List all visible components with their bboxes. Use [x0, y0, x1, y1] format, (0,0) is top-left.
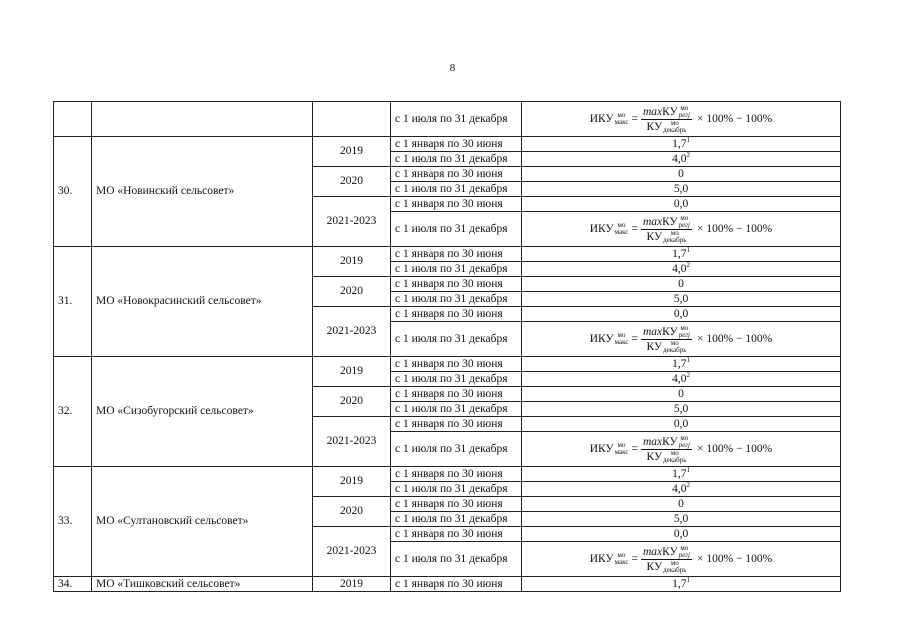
- row-number: 34.: [54, 577, 92, 592]
- formula-den-indices: [663, 120, 686, 134]
- indexation-formula: [526, 325, 836, 354]
- formula-num-sub: регj: [678, 550, 690, 559]
- period-cell: с 1 января по 30 июня: [391, 197, 522, 212]
- formula-den-sub: декабрь: [663, 235, 687, 244]
- year-cell: 2021-2023: [313, 197, 391, 247]
- formula-tail: × 100% − 100%: [697, 112, 773, 125]
- value-text: 1,7: [672, 577, 687, 590]
- row-number: 33.: [54, 467, 92, 577]
- formula-tail: × 100% − 100%: [697, 442, 773, 455]
- formula-lhs-sub: макс: [614, 338, 629, 346]
- municipality-name: МО «Новинский сельсовет»: [92, 137, 313, 247]
- formula-den-indices: [663, 450, 686, 464]
- formula-fraction: [641, 545, 692, 574]
- formula-num-sub: регj: [678, 440, 690, 449]
- formula-denominator: [645, 340, 689, 354]
- period-cell: с 1 июля по 31 декабря: [391, 102, 522, 137]
- table-row: [54, 102, 841, 137]
- formula-lhs-symbol: ИКУ: [589, 552, 614, 565]
- value-cell: [522, 357, 841, 372]
- period-cell: с 1 июля по 31 декабря: [391, 292, 522, 307]
- formula-fraction: [641, 105, 692, 134]
- formula-lhs: [590, 112, 629, 126]
- period-cell: с 1 января по 30 июня: [391, 137, 522, 152]
- period-cell: с 1 июля по 31 декабря: [391, 322, 522, 357]
- formula-num-symbol: КУ: [662, 545, 678, 558]
- period-cell: с 1 января по 30 июня: [391, 497, 522, 512]
- value-cell: [522, 482, 841, 497]
- formula-lhs-sup: мо: [617, 551, 626, 559]
- formula-denominator: [645, 120, 689, 134]
- formula-lhs: [590, 222, 629, 236]
- formula-den-symbol: КУ: [646, 120, 663, 133]
- formula-num-sub: регj: [678, 220, 690, 229]
- formula-den-sub: декабрь: [663, 455, 687, 464]
- formula-num-sup: мо: [680, 323, 689, 332]
- value-text: 1,7: [672, 357, 687, 370]
- formula-den-indices: [663, 560, 686, 574]
- period-cell: с 1 января по 30 июня: [391, 247, 522, 262]
- formula-lhs-symbol: ИКУ: [589, 112, 614, 125]
- formula-lhs-sub: макс: [614, 228, 629, 236]
- formula-den-indices: [663, 340, 686, 354]
- formula-numerator: [641, 325, 692, 340]
- period-cell: с 1 июля по 31 декабря: [391, 212, 522, 247]
- formula-lhs: [590, 442, 629, 456]
- formula-lhs-sub: макс: [614, 448, 629, 456]
- formula-tail: × 100% − 100%: [697, 332, 773, 345]
- formula-lhs-indices: [615, 222, 629, 236]
- period-cell: с 1 июля по 31 декабря: [391, 432, 522, 467]
- formula-lhs-sup: мо: [617, 441, 626, 449]
- footnote-mark: 1: [686, 466, 690, 474]
- table-row: [54, 247, 841, 262]
- table-row: [54, 357, 841, 372]
- footnote-mark: 1: [686, 576, 690, 584]
- formula-lhs: [590, 552, 629, 566]
- value-text: 4,0: [672, 262, 687, 275]
- formula-num-symbol: КУ: [662, 435, 678, 448]
- formula-lhs-indices: [615, 552, 629, 566]
- formula-num-symbol: КУ: [662, 325, 678, 338]
- municipality-name: МО «Султановский сельсовет»: [92, 467, 313, 577]
- value-cell: 5,0: [522, 402, 841, 417]
- footnote-mark: 2: [686, 261, 690, 269]
- formula-numerator: [641, 105, 692, 120]
- formula-den-symbol: КУ: [646, 340, 663, 353]
- formula-lhs-symbol: ИКУ: [589, 332, 614, 345]
- formula-max: max: [642, 545, 663, 558]
- formula-equals: =: [631, 552, 638, 565]
- formula-den-sup: мо: [670, 228, 679, 237]
- formula-fraction: [641, 215, 692, 244]
- formula-num-symbol: КУ: [662, 105, 678, 118]
- formula-lhs-sup: мо: [617, 221, 626, 229]
- formula-max: max: [642, 435, 663, 448]
- formula-lhs-indices: [615, 442, 629, 456]
- period-cell: с 1 июля по 31 декабря: [391, 512, 522, 527]
- formula-max: max: [642, 325, 663, 338]
- period-cell: с 1 января по 30 июня: [391, 167, 522, 182]
- formula-den-sup: мо: [670, 338, 679, 347]
- formula-num-indices: [679, 325, 690, 339]
- period-cell: с 1 июля по 31 декабря: [391, 402, 522, 417]
- formula-num-symbol: КУ: [662, 215, 678, 228]
- formula-fraction: [641, 325, 692, 354]
- formula-tail: × 100% − 100%: [697, 552, 773, 565]
- formula-numerator: [641, 435, 692, 450]
- formula-den-sup: мо: [670, 558, 679, 567]
- footnote-mark: 1: [686, 246, 690, 254]
- period-cell: с 1 июля по 31 декабря: [391, 152, 522, 167]
- formula-denominator: [645, 230, 689, 244]
- formula-cell: [522, 542, 841, 577]
- value-cell: 0,0: [522, 527, 841, 542]
- value-cell: [522, 152, 841, 167]
- formula-num-sup: мо: [680, 103, 689, 112]
- value-cell: [522, 137, 841, 152]
- value-text: 1,7: [672, 137, 687, 150]
- formula-fraction: [641, 435, 692, 464]
- formula-max: max: [642, 215, 663, 228]
- formula-den-sub: декабрь: [663, 345, 687, 354]
- year-cell: 2020: [313, 277, 391, 307]
- period-cell: с 1 января по 30 июня: [391, 417, 522, 432]
- formula-den-symbol: КУ: [646, 560, 663, 573]
- value-cell: [522, 247, 841, 262]
- value-text: 4,0: [672, 482, 687, 495]
- footnote-mark: 2: [686, 151, 690, 159]
- row-number: 31.: [54, 247, 92, 357]
- period-cell: с 1 января по 30 июня: [391, 357, 522, 372]
- period-cell: с 1 января по 30 июня: [391, 527, 522, 542]
- formula-lhs-symbol: ИКУ: [589, 222, 614, 235]
- municipality-name: МО «Новокрасинский сельсовет»: [92, 247, 313, 357]
- table-row: [54, 577, 841, 592]
- row-number: 30.: [54, 137, 92, 247]
- formula-den-symbol: КУ: [646, 450, 663, 463]
- formula-equals: =: [631, 332, 638, 345]
- formula-tail: × 100% − 100%: [697, 222, 773, 235]
- formula-lhs-indices: [615, 112, 629, 126]
- name-cell: [92, 102, 313, 137]
- year-cell: 2021-2023: [313, 527, 391, 577]
- formula-num-indices: [679, 105, 690, 119]
- formula-lhs-sup: мо: [617, 111, 626, 119]
- footnote-mark: 1: [686, 356, 690, 364]
- municipality-name: МО «Тишковский сельсовет»: [92, 577, 313, 592]
- value-text: 1,7: [672, 467, 687, 480]
- formula-den-sup: мо: [670, 118, 679, 127]
- period-cell: с 1 января по 30 июня: [391, 467, 522, 482]
- formula-lhs-sub: макс: [614, 118, 629, 126]
- table-row: [54, 137, 841, 152]
- formula-lhs-symbol: ИКУ: [589, 442, 614, 455]
- value-cell: 5,0: [522, 292, 841, 307]
- formula-lhs-sup: мо: [617, 331, 626, 339]
- footnote-mark: 1: [686, 136, 690, 144]
- formula-num-sup: мо: [680, 543, 689, 552]
- period-cell: с 1 января по 30 июня: [391, 577, 522, 592]
- period-cell: с 1 января по 30 июня: [391, 307, 522, 322]
- row-number: 32.: [54, 357, 92, 467]
- year-cell: 2019: [313, 467, 391, 497]
- value-cell: 0: [522, 167, 841, 182]
- formula-cell: [522, 432, 841, 467]
- indexation-formula: [526, 105, 836, 134]
- value-cell: 0: [522, 387, 841, 402]
- value-cell: [522, 467, 841, 482]
- formula-equals: =: [631, 222, 638, 235]
- formula-numerator: [641, 215, 692, 230]
- value-cell: 0,0: [522, 307, 841, 322]
- formula-equals: =: [631, 112, 638, 125]
- period-cell: с 1 января по 30 июня: [391, 277, 522, 292]
- formula-den-sub: декабрь: [663, 565, 687, 574]
- formula-max: max: [642, 105, 663, 118]
- year-cell: 2021-2023: [313, 417, 391, 467]
- year-cell: 2019: [313, 247, 391, 277]
- indexation-formula: [526, 215, 836, 244]
- value-cell: 0: [522, 277, 841, 292]
- formula-cell: [522, 102, 841, 137]
- formula-num-indices: [679, 545, 690, 559]
- year-cell: 2020: [313, 387, 391, 417]
- value-cell: 0,0: [522, 197, 841, 212]
- page-number: 8: [449, 62, 456, 74]
- indexation-formula: [526, 435, 836, 464]
- year-cell: 2020: [313, 497, 391, 527]
- period-cell: с 1 июля по 31 декабря: [391, 262, 522, 277]
- formula-equals: =: [631, 442, 638, 455]
- formula-lhs-sub: макс: [614, 558, 629, 566]
- value-cell: [522, 262, 841, 277]
- period-cell: с 1 января по 30 июня: [391, 387, 522, 402]
- formula-num-sub: регj: [678, 110, 690, 119]
- table-row: [54, 467, 841, 482]
- value-cell: [522, 577, 841, 592]
- footnote-mark: 2: [686, 371, 690, 379]
- municipality-name: МО «Сизобугорский сельсовет»: [92, 357, 313, 467]
- formula-den-indices: [663, 230, 686, 244]
- value-text: 1,7: [672, 247, 687, 260]
- tariff-table: [53, 101, 841, 592]
- period-cell: с 1 июля по 31 декабря: [391, 542, 522, 577]
- period-cell: с 1 июля по 31 декабря: [391, 372, 522, 387]
- formula-lhs: [590, 332, 629, 346]
- formula-numerator: [641, 545, 692, 560]
- period-cell: с 1 июля по 31 декабря: [391, 182, 522, 197]
- formula-num-indices: [679, 215, 690, 229]
- year-cell: 2021-2023: [313, 307, 391, 357]
- formula-num-indices: [679, 435, 690, 449]
- period-cell: с 1 июля по 31 декабря: [391, 482, 522, 497]
- footnote-mark: 2: [686, 481, 690, 489]
- formula-cell: [522, 322, 841, 357]
- value-cell: 5,0: [522, 182, 841, 197]
- value-cell: 5,0: [522, 512, 841, 527]
- formula-den-symbol: КУ: [646, 230, 663, 243]
- year-cell: 2019: [313, 357, 391, 387]
- number-cell: [54, 102, 92, 137]
- formula-den-sup: мо: [670, 448, 679, 457]
- formula-denominator: [645, 560, 689, 574]
- formula-lhs-indices: [615, 332, 629, 346]
- value-text: 4,0: [672, 372, 687, 385]
- formula-num-sup: мо: [680, 213, 689, 222]
- formula-num-sup: мо: [680, 433, 689, 442]
- formula-cell: [522, 212, 841, 247]
- formula-den-sub: декабрь: [663, 125, 687, 134]
- value-cell: 0,0: [522, 417, 841, 432]
- year-cell: [313, 102, 391, 137]
- value-cell: [522, 372, 841, 387]
- formula-num-sub: регj: [678, 330, 690, 339]
- indexation-formula: [526, 545, 836, 574]
- year-cell: 2020: [313, 167, 391, 197]
- year-cell: 2019: [313, 137, 391, 167]
- value-cell: 0: [522, 497, 841, 512]
- year-cell: 2019: [313, 577, 391, 592]
- formula-denominator: [645, 450, 689, 464]
- value-text: 4,0: [672, 152, 687, 165]
